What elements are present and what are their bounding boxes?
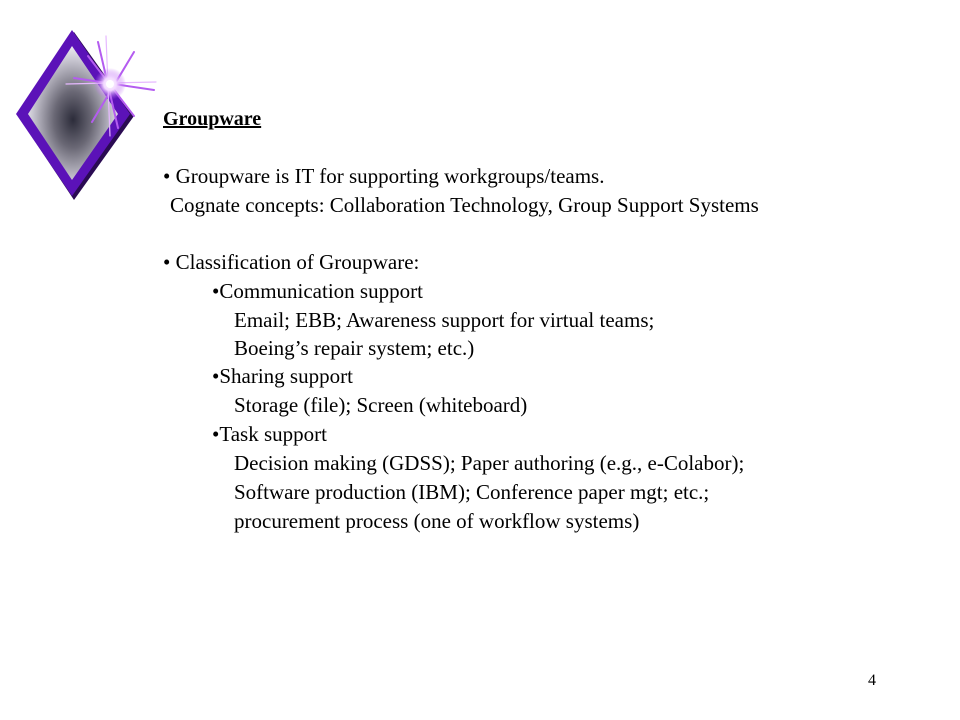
diamond-sparkle-icon — [14, 28, 160, 200]
task-examples-line-3: procurement process (one of workflow systems) — [234, 509, 640, 533]
cognate-concepts-line: Cognate concepts: Collaboration Technology, Group Support Systems — [170, 193, 759, 217]
sub-bullet-communication-support: •Communication support — [212, 279, 423, 303]
bullet-groupware-definition: • Groupware is IT for supporting workgroups/teams. — [163, 164, 605, 188]
slide-title: Groupware — [163, 108, 262, 130]
sub-bullet-sharing-support: •Sharing support — [212, 364, 353, 388]
sharing-examples-line: Storage (file); Screen (whiteboard) — [234, 393, 528, 417]
communication-examples-line-2: Boeing’s repair system; etc.) — [234, 336, 475, 360]
page-number: 4 — [868, 672, 876, 689]
communication-examples-line-1: Email; EBB; Awareness support for virtual teams; — [234, 308, 655, 332]
task-examples-line-1: Decision making (GDSS); Paper authoring (e.g., e-Colabor); — [234, 451, 745, 475]
sub-bullet-task-support: •Task support — [212, 422, 327, 446]
bullet-classification: • Classification of Groupware: — [163, 250, 420, 274]
task-examples-line-2: Software production (IBM); Conference paper mgt; etc.; — [234, 480, 710, 504]
